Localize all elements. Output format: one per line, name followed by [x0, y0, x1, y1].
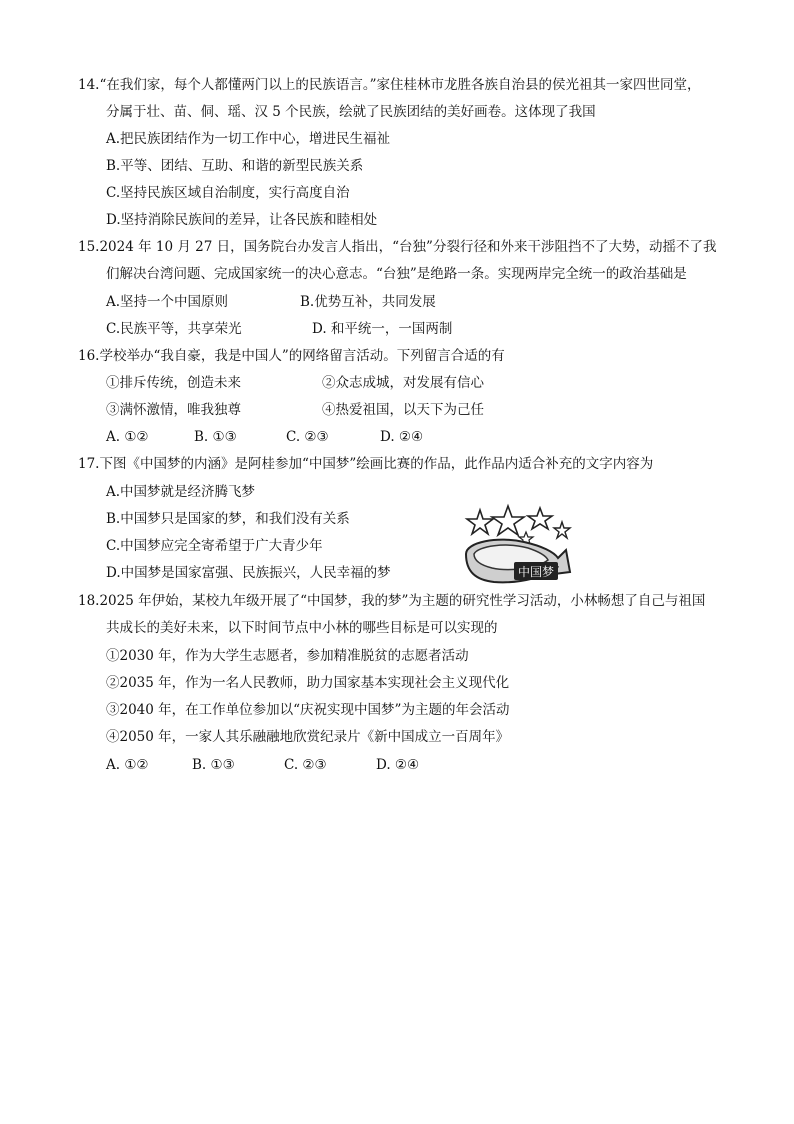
q16-answer-a: A. ①② — [106, 429, 149, 445]
q14-option-c: C.坚持民族区域自治制度，实行高度自治 — [106, 185, 350, 201]
china-dream-illustration — [458, 502, 578, 588]
china-dream-drawing — [458, 502, 578, 588]
star-icon — [554, 522, 570, 538]
star-icon — [467, 510, 493, 534]
q16-item-4: ④热爱祖国，以天下为己任 — [322, 402, 484, 418]
q16-item-1: ①排斥传统，创造未来 — [106, 375, 241, 391]
q17-option-c: C.中国梦应完全寄希望于广大青少年 — [106, 538, 323, 554]
q18-item-2: ②2035 年，作为一名人民教师，助力国家基本实现社会主义现代化 — [106, 675, 510, 691]
illustration-caption: 中国梦 — [517, 565, 555, 579]
q15-option-d: D. 和平统一，一国两制 — [312, 321, 453, 337]
star-icon — [492, 506, 524, 535]
q18-item-3: ③2040 年，在工作单位参加以“庆祝实现中国梦”为主题的年会活动 — [106, 702, 510, 718]
q16-answer-d: D. ②④ — [380, 429, 424, 445]
q14-stem-line1: 14.“在我们家，每个人都懂两门以上的民族语言。”家住桂林市龙胜各族自治县的侯光祖其一家四世同堂， — [78, 77, 701, 93]
q15-option-c: C.民族平等，共享荣光 — [106, 321, 242, 337]
q16-item-2: ②众志成城，对发展有信心 — [322, 375, 484, 391]
q16-answer-c: C. ②③ — [286, 429, 329, 445]
q14-option-a: A.把民族团结作为一切工作中心，增进民生福祉 — [106, 131, 391, 147]
q18-answer-a: A. ①② — [106, 757, 149, 773]
q14-stem-line2: 分属于壮、苗、侗、瑶、汉 5 个民族，绘就了民族团结的美好画卷。这体现了我国 — [106, 104, 596, 120]
q17-option-b: B.中国梦只是国家的梦，和我们没有关系 — [106, 511, 350, 527]
q16-answer-b: B. ①③ — [194, 429, 237, 445]
q17-option-a: A.中国梦就是经济腾飞梦 — [106, 484, 256, 500]
q18-answer-d: D. ②④ — [376, 757, 420, 773]
q17-option-d: D.中国梦是国家富强、民族振兴，人民幸福的梦 — [106, 565, 391, 581]
q17-stem: 17.下图《中国梦的内涵》是阿桂参加“中国梦”绘画比赛的作品，此作品内适合补充的文字内容为 — [78, 456, 654, 472]
q18-answer-c: C. ②③ — [284, 757, 327, 773]
q14-option-b: B.平等、团结、互助、和谐的新型民族关系 — [106, 158, 364, 174]
q18-item-4: ④2050 年，一家人其乐融融地欣赏纪录片《新中国成立一百周年》 — [106, 729, 510, 745]
q16-item-3: ③满怀激情，唯我独尊 — [106, 402, 241, 418]
q18-item-1: ①2030 年，作为大学生志愿者，参加精准脱贫的志愿者活动 — [106, 648, 469, 664]
q15-stem-line1: 15.2024 年 10 月 27 日，国务院台办发言人指出，“台独”分裂行径和外来干涉阻挡不了大势，动摇不了我 — [78, 239, 717, 255]
q14-option-d: D.坚持消除民族间的差异，让各民族和睦相处 — [106, 212, 378, 228]
q18-stem-line1: 18.2025 年伊始，某校九年级开展了“中国梦，我的梦”为主题的研究性学习活动，小林畅想了自己与祖国 — [78, 593, 706, 609]
q15-stem-line2: 们解决台湾问题、完成国家统一的决心意志。“台独”是绝路一条。实现两岸完全统一的政治基础是 — [106, 266, 687, 282]
q18-stem-line2: 共成长的美好未来，以下时间节点中小林的哪些目标是可以实现的 — [106, 620, 498, 636]
star-icon — [528, 508, 552, 529]
q18-answer-b: B. ①③ — [192, 757, 235, 773]
q16-stem: 16.学校举办“我自豪，我是中国人”的网络留言活动。下列留言合适的有 — [78, 348, 505, 364]
q15-option-a: A.坚持一个中国原则 — [106, 294, 229, 310]
q15-option-b: B.优势互补，共同发展 — [300, 294, 436, 310]
